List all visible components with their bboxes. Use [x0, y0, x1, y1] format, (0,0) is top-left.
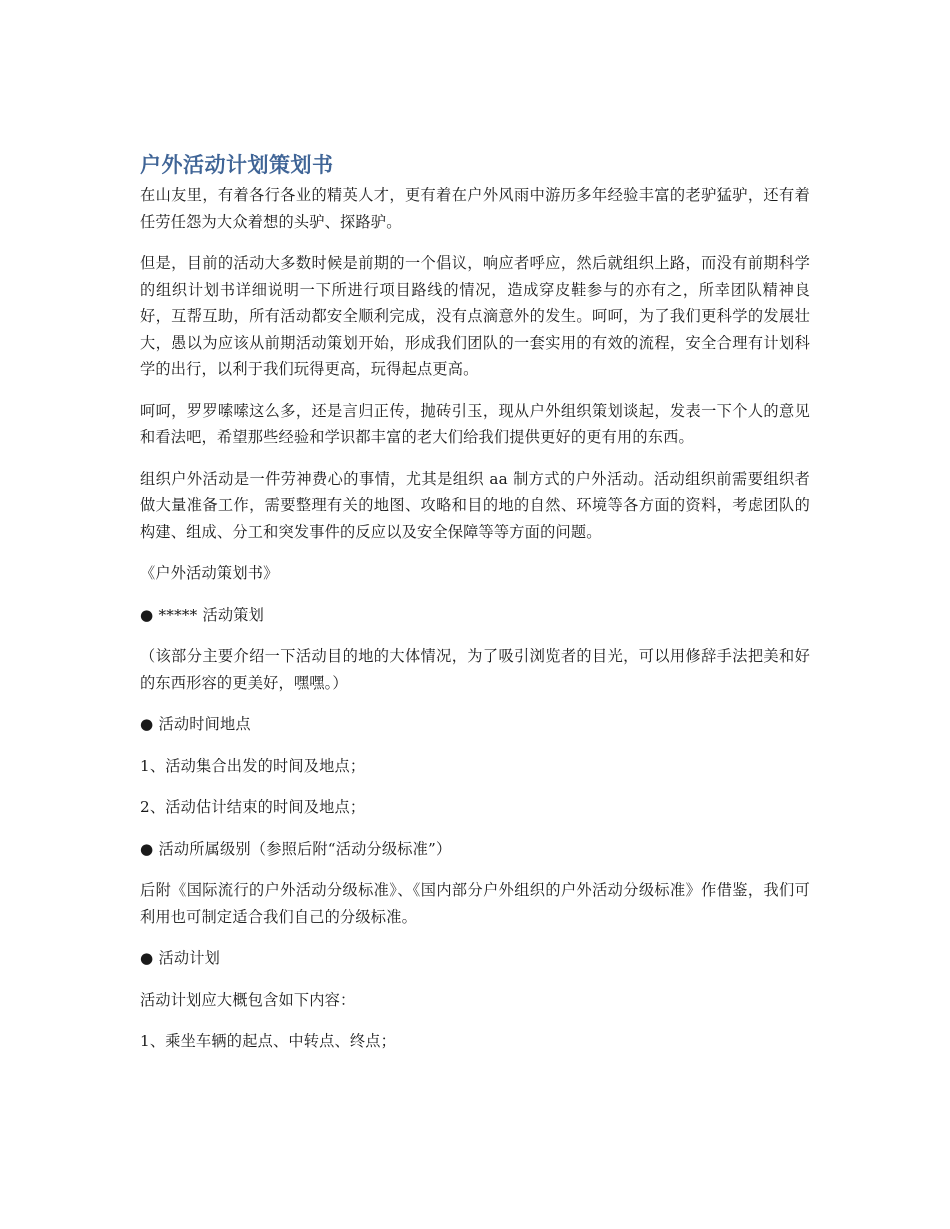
- list-item-end: 2、活动估计结束的时间及地点；: [140, 798, 366, 816]
- paragraph-intro: 在山友里，有着各行各业的精英人才，更有着在户外风雨中游历多年经验丰富的老驴猛驴，还有着任劳任怨为大众着想的头驴、探路驴。: [140, 186, 810, 231]
- paragraph-current-situation: 但是，目前的活动大多数时候是前期的一个倡议，响应者呼应，然后就组织上路，而没有前期科学的组织计划书详细说明一下所进行项目路线的情况，造成穿皮鞋参与的亦有之，所幸团队精神良好，互帮互助，所有活动都安全顺利完成，没有点滴意外的发生。呵呵，为了我们更科学的发展壮大，愚以为应该从前期活动策划开始，形成我们团队的一套实用的有效的流程，安全合理有计划科学的出行，以利于我们玩得更高，玩得起点更高。: [140, 254, 810, 378]
- bullet-activity-plan: ● 活动计划: [140, 949, 221, 967]
- bullet-time-location: ● 活动时间地点: [140, 715, 251, 733]
- document-title: 户外活动计划策划书: [140, 153, 334, 177]
- list-item-vehicle-route: 1、乘坐车辆的起点、中转点、终点；: [140, 1032, 397, 1050]
- section-heading-plan-book: 《户外活动策划书》: [140, 564, 279, 582]
- document-page: [140, 148, 810, 1070]
- bullet-activity-planning: ● ***** 活动策划: [140, 605, 265, 624]
- paragraph-destination-note: （该部分主要介绍一下活动目的地的大体情况，为了吸引浏览者的目光，可以用修辞手法把美和好的东西形容的更美好，嘿嘿。）: [140, 647, 810, 692]
- paragraph-plan-contents: 活动计划应大概包含如下内容：: [140, 990, 356, 1009]
- paragraph-preface: 呵呵，罗罗嗦嗦这么多，还是言归正传，抛砖引玉，现从户外组织策划谈起，发表一下个人的意见和看法吧，希望那些经验和学识都丰富的老大们给我们提供更好的更有用的东西。: [140, 401, 810, 446]
- list-item-departure: 1、活动集合出发的时间及地点；: [140, 756, 366, 775]
- paragraph-organizing: 组织户外活动是一件劳神费心的事情，尤其是组织 aa 制方式的户外活动。活动组织前需要组织者做大量准备工作，需要整理有关的地图、攻略和目的地的自然、环境等各方面的资料，考虑团队的构建、组成、分工和突发事件的反应以及安全保障等等方面的问题。: [140, 469, 810, 541]
- bullet-activity-level: ● 活动所属级别（参照后附“活动分级标准”）: [140, 839, 452, 858]
- paragraph-level-standards: 后附《国际流行的户外活动分级标准》、《国内部分户外组织的户外活动分级标准》作借鉴，我们可利用也可制定适合我们自己的分级标准。: [140, 881, 810, 926]
